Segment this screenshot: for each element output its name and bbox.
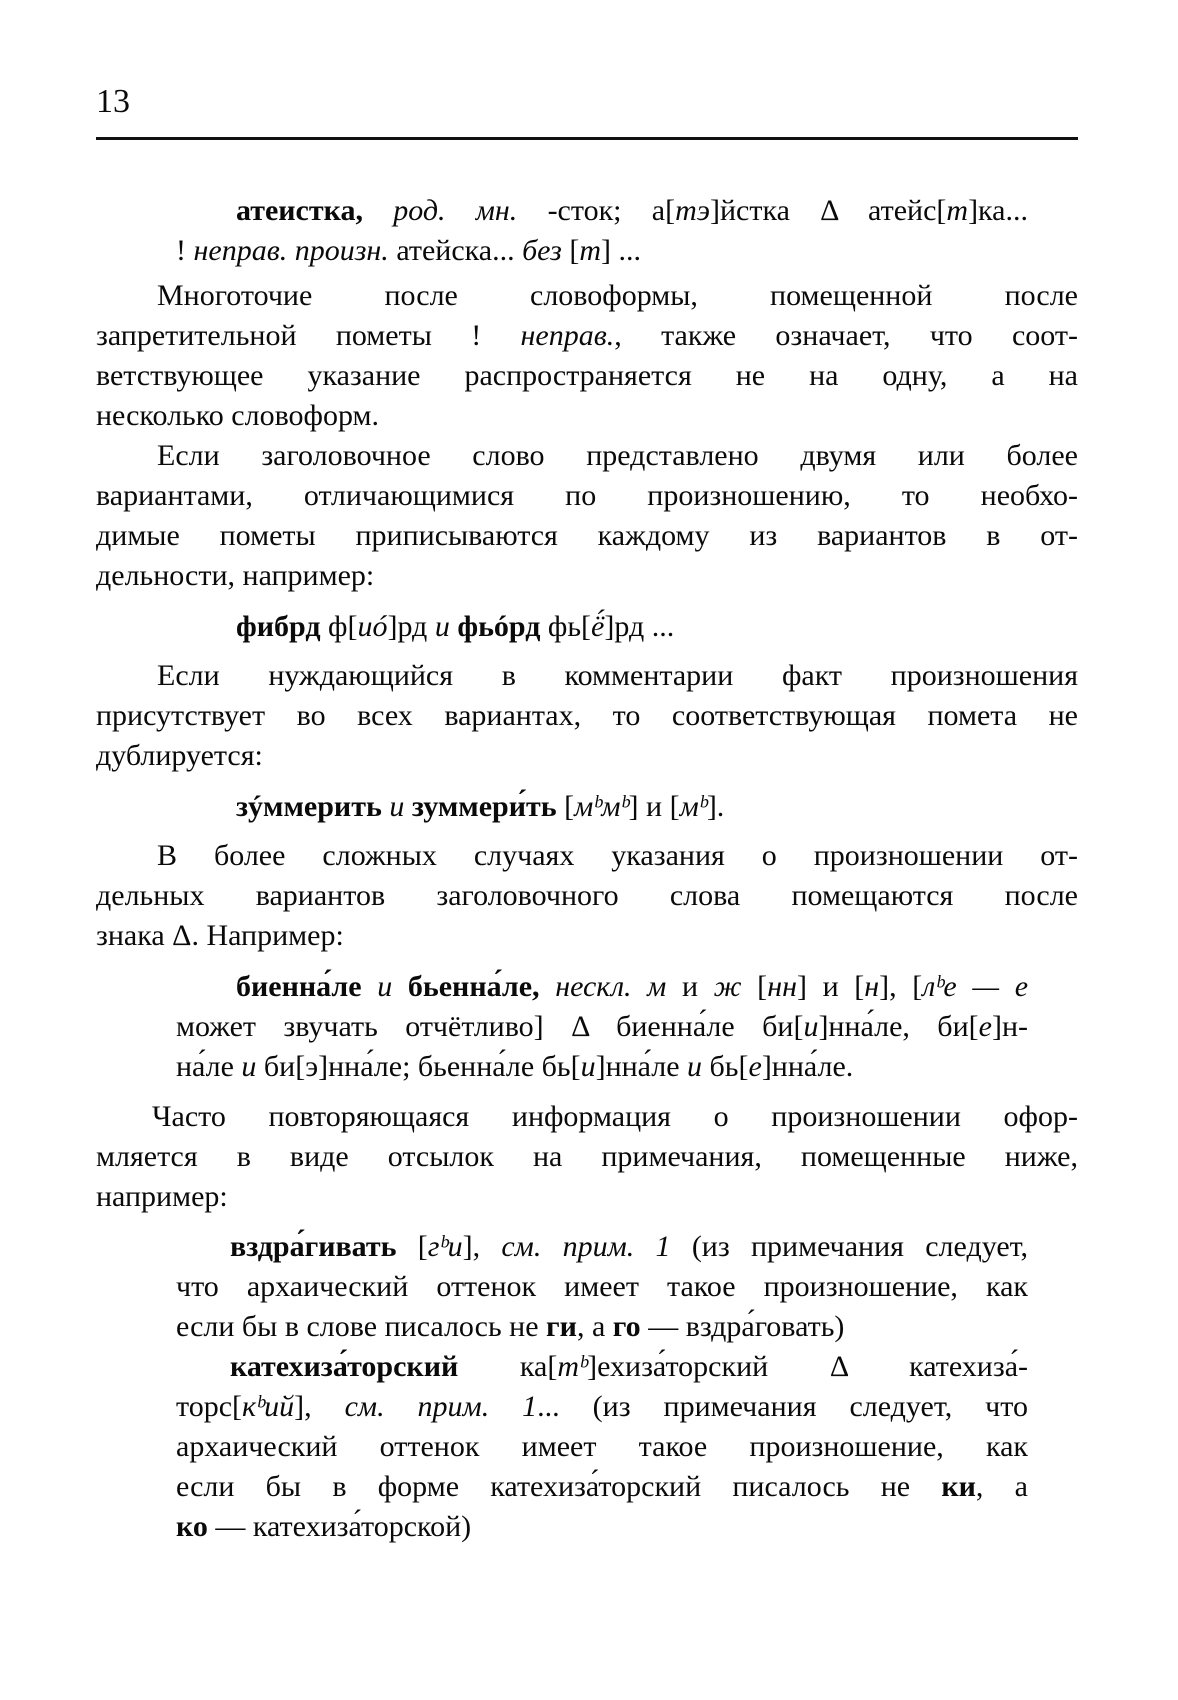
text-run: ].	[706, 790, 725, 823]
italic-label: иó	[357, 610, 388, 643]
italic-label: см. прим. 1	[344, 1390, 538, 1423]
text-run: В более сложных случаях указания о произношении от-	[157, 839, 1078, 872]
text-run: торс[	[176, 1390, 243, 1423]
text-run: ]нна́ле.	[761, 1050, 854, 1083]
text-run	[404, 790, 412, 823]
text-line	[176, 232, 641, 270]
italic-label: кᵇий	[242, 1390, 295, 1423]
text-run: ка[	[458, 1350, 558, 1383]
text-run: !	[176, 234, 194, 267]
italic-label: нескл. м	[555, 970, 667, 1003]
italic-label: и	[687, 1050, 703, 1083]
text-run: ветствующее указание распространяется не на одну, а на	[96, 359, 1078, 392]
text-run: ]рд ...	[604, 610, 675, 643]
text-run: ] и [	[796, 970, 865, 1003]
italic-label: и	[580, 1050, 596, 1083]
text-line	[236, 788, 724, 826]
italic-label: и	[241, 1050, 257, 1083]
text-run: , также означает, что соот-	[614, 319, 1078, 352]
text-run: Если заголовочное слово представлено двумя или более	[157, 439, 1078, 472]
text-run: ]рд	[387, 610, 435, 643]
text-line	[96, 917, 344, 955]
text-run	[540, 970, 556, 1003]
text-line	[236, 608, 674, 646]
text-line	[236, 192, 1028, 230]
text-run: димые пометы приписываются каждому из вариантов в от-	[96, 519, 1078, 552]
text-line	[96, 877, 1078, 915]
text-line	[96, 697, 1078, 735]
text-run	[362, 970, 378, 1003]
text-run: Часто повторяющаяся информация о произношении офор-	[152, 1100, 1078, 1133]
text-line	[96, 1138, 1078, 1176]
text-line	[176, 1428, 1028, 1466]
text-run: ]ехиза́торский Δ катехиза́-	[587, 1350, 1028, 1383]
italic-label: и	[389, 790, 405, 823]
text-run: запретительной пометы !	[96, 319, 521, 352]
italic-label: лᵇе — е	[922, 970, 1029, 1003]
italic-label: и	[803, 1010, 819, 1043]
text-run: бь[	[702, 1050, 749, 1083]
headword: атеистка,	[236, 194, 363, 227]
italic-label: без	[522, 234, 562, 267]
headword: го	[612, 1310, 641, 1343]
text-line	[96, 317, 1078, 355]
header-rule	[96, 137, 1078, 140]
text-line	[96, 477, 1078, 515]
text-run: дельных вариантов заголовочного слова помещаются после	[96, 879, 1078, 912]
text-line	[152, 1098, 1078, 1136]
italic-label: тэ	[675, 194, 710, 227]
text-run: вариантами, отличающимися по произношению, то необхо-	[96, 479, 1078, 512]
text-run: дельности, например:	[96, 559, 375, 592]
text-run: — катехиза́торской)	[207, 1510, 472, 1543]
text-run: [	[556, 790, 575, 823]
italic-label: род. мн.	[393, 194, 518, 227]
text-run	[392, 970, 408, 1003]
italic-label: тᵇ	[557, 1350, 588, 1383]
text-run: атейска...	[388, 234, 523, 267]
text-run: например:	[96, 1180, 228, 1213]
italic-label: т	[946, 194, 969, 227]
text-run: если бы в форме катехиза́торский писалось не	[176, 1470, 942, 1503]
text-run: что архаический оттенок имеет такое произношение, как	[176, 1270, 1028, 1303]
text-run: ],	[462, 1230, 502, 1263]
text-run: ] и [	[628, 790, 680, 823]
text-run: несколько словоформ.	[96, 399, 380, 432]
text-run: ] ...	[600, 234, 641, 267]
text-run: ]нна́ле	[595, 1050, 688, 1083]
headword: ги	[546, 1310, 577, 1343]
text-run: — вздра́говать)	[640, 1310, 845, 1343]
text-line	[176, 1308, 844, 1346]
text-line	[176, 1508, 471, 1546]
text-line	[157, 657, 1078, 695]
italic-label: и	[377, 970, 393, 1003]
text-run	[363, 194, 393, 227]
text-run: [	[561, 234, 580, 267]
headword: катехиза́торский	[230, 1350, 459, 1383]
headword: ки	[941, 1470, 976, 1503]
text-run: ... (из примечания следует, что	[537, 1390, 1028, 1423]
text-line	[176, 1008, 1028, 1046]
text-run: на́ле	[176, 1050, 242, 1083]
text-line	[96, 1178, 228, 1216]
text-run: -сток; а[	[517, 194, 676, 227]
italic-label: е	[748, 1050, 762, 1083]
text-line	[176, 1048, 853, 1086]
italic-label: неправ.	[520, 319, 615, 352]
text-run: и	[666, 970, 714, 1003]
italic-label: нн	[767, 970, 797, 1003]
text-run: ]нна́ле, би[	[818, 1010, 979, 1043]
headword: ко	[176, 1510, 208, 1543]
text-line	[230, 1228, 1028, 1266]
italic-label: гᵇи	[427, 1230, 463, 1263]
text-run: дублируется:	[96, 739, 263, 772]
text-run: [	[741, 970, 768, 1003]
text-run: ], [	[879, 970, 923, 1003]
italic-label: ё́	[591, 610, 605, 643]
headword: бьенна́ле,	[407, 970, 540, 1003]
text-line	[96, 557, 374, 595]
italic-label: и	[434, 610, 450, 643]
italic-label: мᵇмᵇ	[574, 790, 629, 823]
text-line	[157, 437, 1078, 475]
text-run: архаический оттенок имеет такое произношение, как	[176, 1430, 1028, 1463]
headword: биенна́ле	[236, 970, 362, 1003]
headword: фибрд	[236, 610, 321, 643]
text-run: , а	[975, 1470, 1028, 1503]
text-run: , а	[576, 1310, 613, 1343]
text-run: (из примечания следует,	[670, 1230, 1028, 1263]
italic-label: ж	[713, 970, 742, 1003]
text-run: ]н-	[991, 1010, 1028, 1043]
text-line	[96, 397, 379, 435]
text-line	[96, 357, 1078, 395]
text-run: [	[396, 1230, 428, 1263]
text-line	[236, 968, 1028, 1006]
italic-label: е	[978, 1010, 992, 1043]
text-run: би[э]нна́ле; бьенна́ле бь[	[256, 1050, 581, 1083]
text-line	[157, 837, 1078, 875]
text-run: Многоточие после словоформы, помещенной после	[157, 279, 1078, 312]
italic-label: н	[864, 970, 880, 1003]
text-run: ]ка...	[968, 194, 1028, 227]
headword: вздра́гивать	[230, 1230, 397, 1263]
italic-label: см. прим. 1	[501, 1230, 671, 1263]
headword: зуммери́ть	[411, 790, 557, 823]
text-run: мляется в виде отсылок на примечания, помещенные ниже,	[96, 1140, 1078, 1173]
text-run: ]йстка Δ атейс[	[709, 194, 947, 227]
text-line	[157, 277, 1078, 315]
text-line	[176, 1268, 1028, 1306]
text-line	[176, 1468, 1028, 1506]
text-run: может звучать отчётливо] Δ биенна́ле би[	[176, 1010, 804, 1043]
text-line	[176, 1388, 1028, 1426]
headword: зýммерить	[236, 790, 382, 823]
text-run: присутствует во всех вариантах, то соответствующая помета не	[96, 699, 1078, 732]
text-run: если бы в слове писалось не	[176, 1310, 547, 1343]
text-run: знака Δ. Например:	[96, 919, 344, 952]
italic-label: т	[579, 234, 601, 267]
text-run: ],	[294, 1390, 345, 1423]
text-run: ф[	[320, 610, 358, 643]
page-number: 13	[96, 83, 130, 120]
text-line	[230, 1348, 1028, 1386]
text-run: Если нуждающийся в комментарии факт произношения	[157, 659, 1078, 692]
text-run: фь[	[540, 610, 592, 643]
text-line	[96, 517, 1078, 555]
italic-label: мᵇ	[679, 790, 707, 823]
italic-label: неправ. произн.	[193, 234, 389, 267]
text-line	[96, 737, 263, 775]
headword: фьóрд	[457, 610, 541, 643]
